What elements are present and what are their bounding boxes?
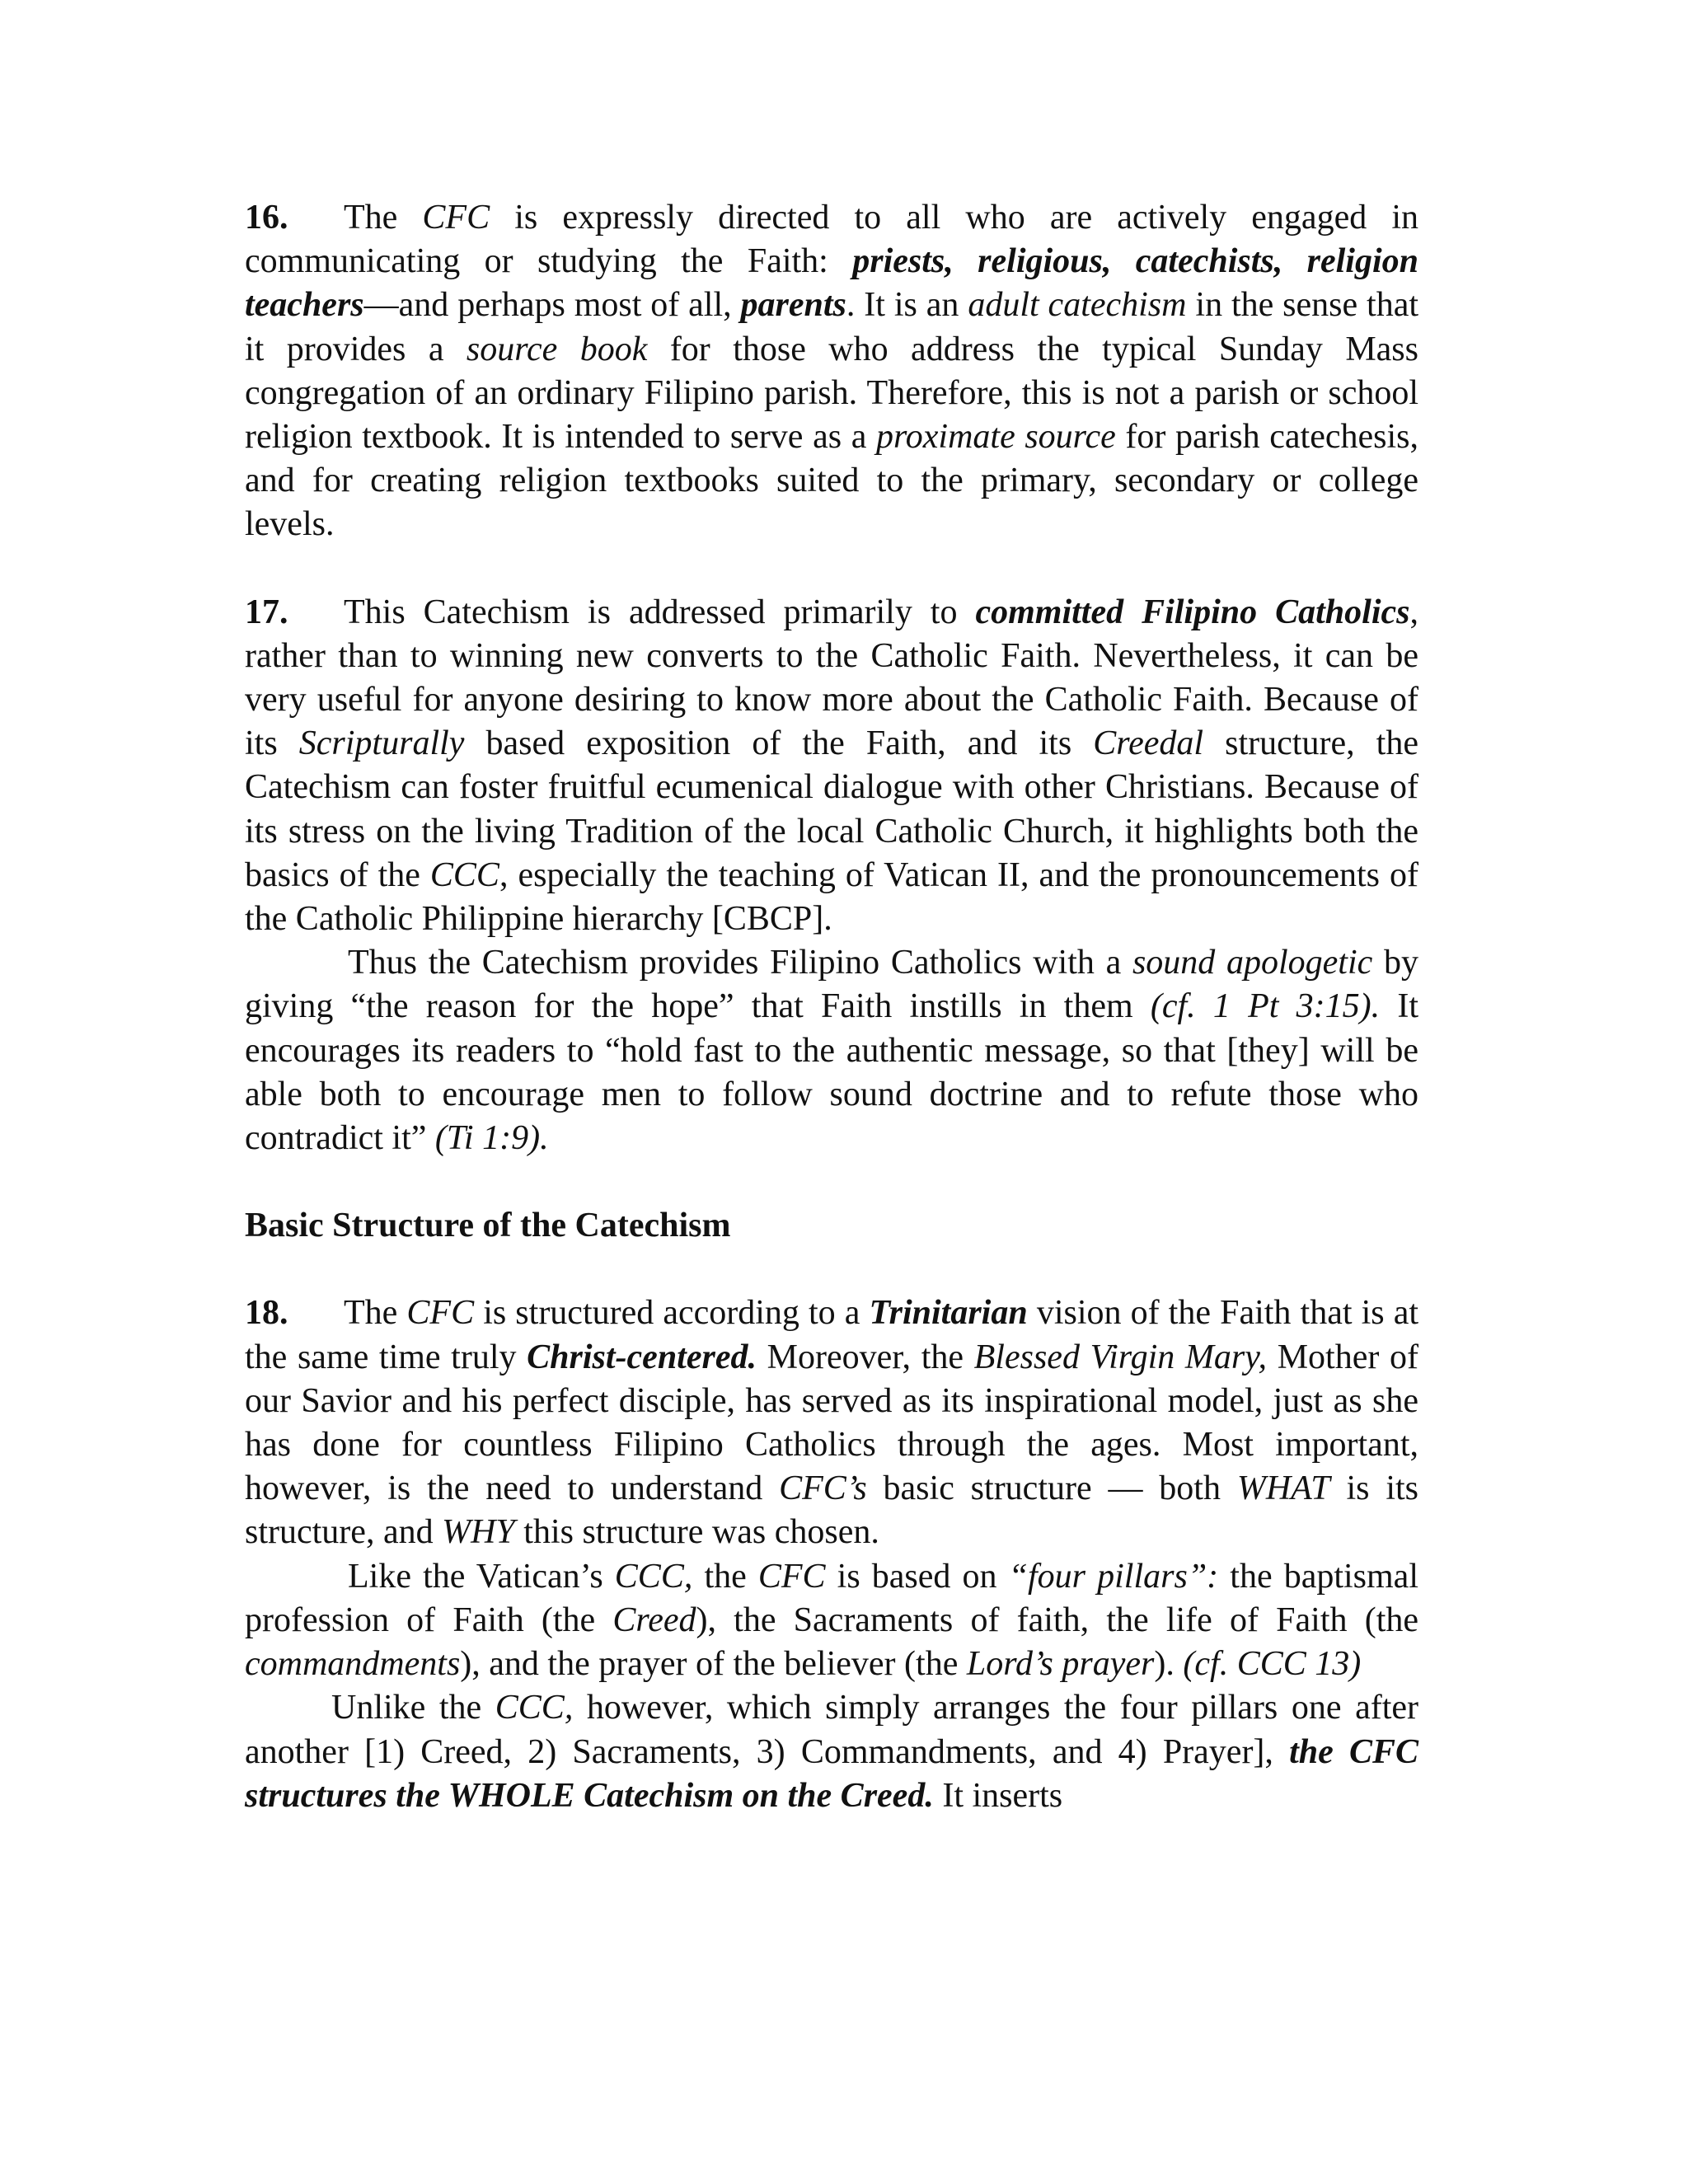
text-run: ).	[1154, 1645, 1184, 1684]
paragraph-gap	[245, 1160, 1418, 1204]
paragraph-number: 17.	[245, 593, 288, 631]
italic-text: commandments	[245, 1645, 461, 1684]
section-heading: Basic Structure of the Catechism	[245, 1207, 731, 1245]
paragraph-16	[245, 196, 1418, 547]
text-run: the baptismal profession of Faith (the	[245, 1557, 1418, 1639]
paragraph-18-continued-2	[245, 1686, 1418, 1818]
text-run: , especially the teaching of Vatican II, and the pronouncements of the Catholic Philippine hierarchy [CBCP].	[245, 855, 1418, 939]
italic-text: CCC	[429, 855, 499, 894]
italic-text: CFC	[406, 1294, 475, 1333]
italic-text: Creed	[612, 1601, 696, 1639]
paragraph-18-continued	[245, 1555, 1418, 1687]
scripture-reference: (cf. 1 Pt 3:15).	[1150, 987, 1381, 1026]
text-run: this structure was chosen.	[514, 1513, 879, 1552]
text-run: is expressly directed to all who are actively engaged in communicating or studying the Faith:	[245, 199, 1418, 281]
text-run: vision of the Faith that is at the same time truly	[245, 1294, 1419, 1376]
text-run: The	[344, 199, 423, 237]
bold-italic-text: committed Filipino Catholics	[975, 593, 1410, 631]
paragraph-number: 16.	[245, 199, 288, 237]
bold-italic-text: priests, religious, catechists, religion teachers	[245, 242, 1418, 325]
italic-text: Scripturally	[298, 724, 465, 763]
italic-text: adult catechism	[968, 286, 1187, 325]
scripture-reference: (Ti 1:9).	[434, 1119, 549, 1158]
text-run: Unlike the	[331, 1689, 495, 1727]
bold-italic-text: parents	[740, 286, 846, 325]
text-run: , rather than to winning new converts to the Catholic Faith. Nevertheless, it can be very useful for anyone desiring to know more about the Catholic Faith. Because of its	[245, 593, 1418, 763]
italic-text: source book	[466, 330, 648, 368]
text-run: Moreover, the	[756, 1338, 974, 1376]
paragraph-18	[245, 1291, 1418, 1554]
paragraph-gap	[245, 1248, 1418, 1291]
text-run: Mother of our Savior and his perfect disciple, has served as its inspirational model, just as she has done for countless Filipino Catholics through the ages. Most important, however, is the need to understand	[245, 1338, 1418, 1508]
italic-text: WHAT	[1236, 1469, 1330, 1508]
paragraph-17	[245, 591, 1418, 942]
text-run: in the sense that it provides a	[245, 286, 1419, 368]
italic-text: WHY	[442, 1513, 515, 1552]
text-run: Like the Vatican’s	[348, 1557, 615, 1596]
text-run: by giving “the reason for the hope” that Faith instills in them	[245, 944, 1419, 1026]
catechism-reference: (cf. CCC 13)	[1183, 1645, 1362, 1684]
text-run: for those who address the typical Sunday Mass congregation of an ordinary Filipino parish. Therefore, this is not a parish or school religion textbook. It is intended to serve as a	[245, 330, 1418, 457]
italic-text: CCC,	[495, 1689, 574, 1727]
text-run: for parish catechesis, and for creating religion textbooks suited to the primary, secondary or college levels.	[245, 418, 1418, 544]
text-run: It inserts	[933, 1776, 1063, 1815]
bold-italic-text: Trinitarian	[869, 1294, 1028, 1333]
text-run: —and perhaps most of all,	[363, 286, 741, 325]
text-run: however, which simply arranges the four pillars one after another [1) Creed, 2) Sacraments, 3) Commandments, and 4) Prayer],	[245, 1689, 1419, 1771]
italic-text: CFC	[757, 1557, 826, 1596]
text-run: structure, the Catechism can foster fruitful ecumenical dialogue with other Christians. Because of its stress on the living Tradition of the local Catholic Church, it highlights both the basics of the	[245, 724, 1418, 894]
text-run: . It is an	[846, 286, 968, 325]
italic-text: CCC,	[614, 1557, 693, 1596]
italic-text: CFC	[422, 199, 490, 237]
italic-text: sound apologetic	[1132, 944, 1373, 982]
italic-text: “four pillars”:	[1008, 1557, 1219, 1596]
text-run: The	[344, 1294, 407, 1333]
text-run: is structured according to a	[474, 1294, 870, 1333]
text-run: is based on	[825, 1557, 1009, 1596]
text-run: Thus the Catechism provides Filipino Catholics with a	[348, 944, 1132, 982]
text-run: This Catechism is addressed primarily to	[344, 593, 976, 631]
bold-italic-text: Christ-centered.	[527, 1338, 757, 1376]
paragraph-17-continued	[245, 941, 1418, 1160]
italic-text: Lord’s prayer	[966, 1645, 1155, 1684]
text-run: the	[692, 1557, 758, 1596]
text-run: It encourages its readers to “hold fast to the authentic message, so that [they] will be able both to encourage men to follow sound doctrine and to refute those who contradict it”	[245, 987, 1418, 1158]
paragraph-gap	[245, 547, 1418, 591]
text-run: basic structure — both	[866, 1469, 1237, 1508]
paragraph-number: 18.	[245, 1294, 288, 1333]
italic-text: Creedal	[1093, 724, 1204, 763]
italic-text: proximate source	[875, 418, 1116, 457]
bold-italic-text: the CFC structures the WHOLE Catechism on the Creed.	[245, 1732, 1418, 1815]
text-run: ), the Sacraments of faith, the life of Faith (the	[696, 1601, 1418, 1639]
text-run: ), and the prayer of the believer (the	[460, 1645, 967, 1684]
italic-text: Blessed Virgin Mary,	[973, 1338, 1268, 1376]
italic-text: CFC’s	[779, 1469, 867, 1508]
text-run: is its structure, and	[245, 1469, 1419, 1552]
text-run: based exposition of the Faith, and its	[464, 724, 1094, 763]
document-page	[245, 196, 1418, 1818]
